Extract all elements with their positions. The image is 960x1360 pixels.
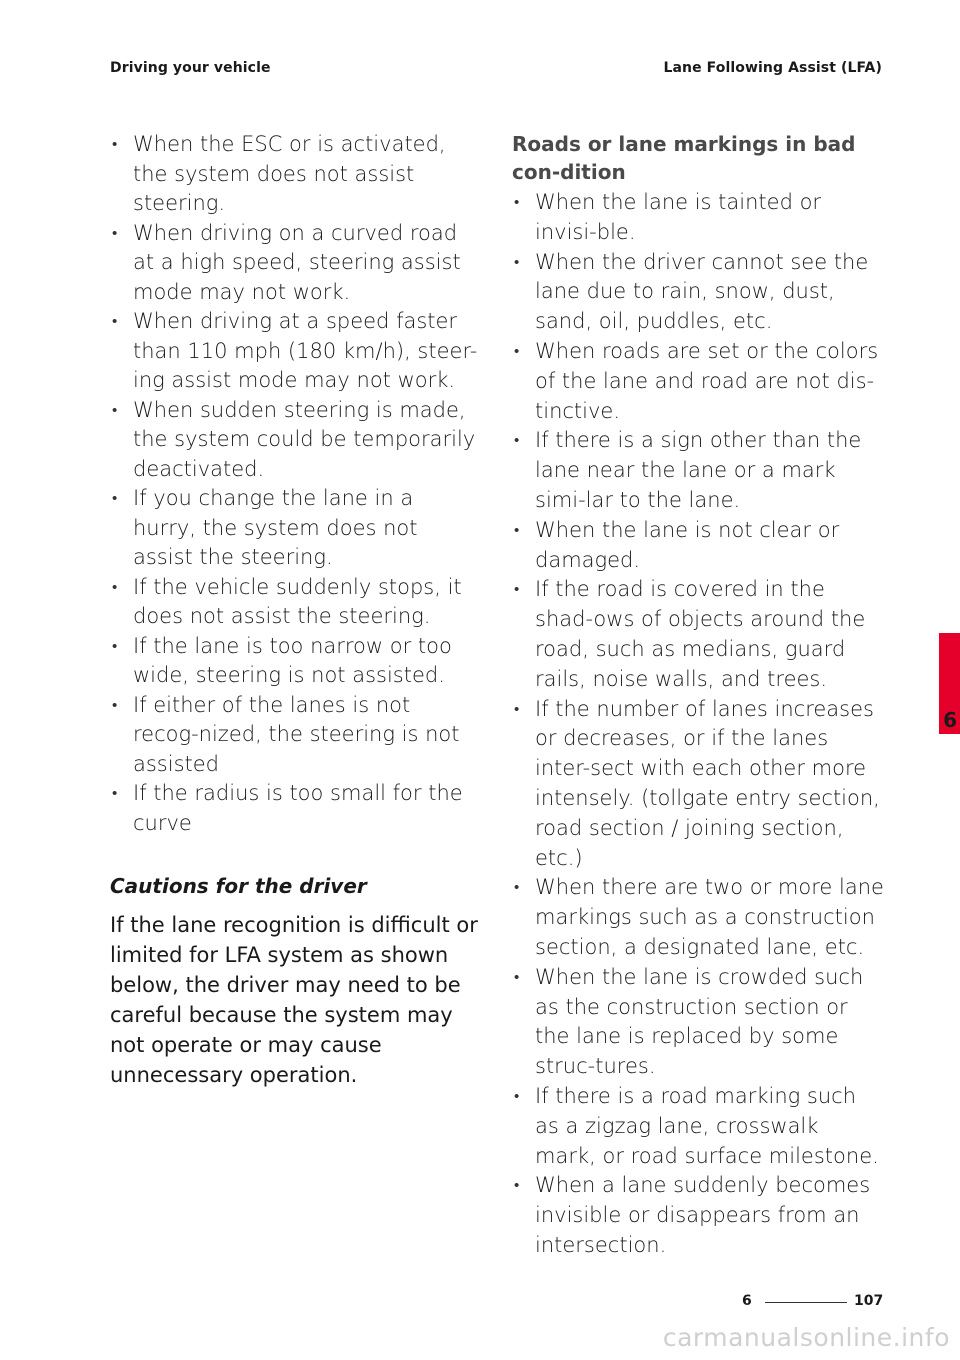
list-item: • If the road is covered in the shad-ows of objects around the road, such as medians, guard rails, noise walls, and trees. [512, 575, 884, 694]
list-item: • If the radius is too small for the curve [110, 779, 480, 838]
right-column [512, 130, 884, 1261]
watermark: carmanualsonline.info [662, 1323, 950, 1352]
footer-divider [765, 1302, 847, 1303]
list-item: • When the lane is tainted or invisi-ble. [512, 188, 884, 248]
subheading-cautions: Cautions for the driver [110, 874, 367, 898]
chapter-tab-number: 6 [943, 708, 957, 732]
running-header-section: Driving your vehicle [110, 60, 271, 76]
left-column [110, 130, 480, 1090]
list-item: • When the driver cannot see the lane due to rain, snow, dust, sand, oil, puddles, etc. [512, 248, 884, 337]
list-item: • When driving at a speed faster than 110 mph (180 km/h), steer-ing assist mode may not work. [110, 307, 480, 396]
footer-chapter-number: 6 [742, 1293, 752, 1309]
list-item: • When there are two or more lane markings such as a construction section, a designated lane, etc. [512, 873, 884, 962]
list-item: • If you change the lane in a hurry, the system does not assist the steering. [110, 484, 480, 573]
list-item: • If the number of lanes increases or decreases, or if the lanes inter-sect with each other more intensely. (tollgate entry section, road section / joining section, etc.) [512, 695, 884, 874]
list-item: • When driving on a curved road at a high speed, steering assist mode may not work. [110, 219, 480, 308]
list-item: • If the lane is too narrow or too wide, steering is not assisted. [110, 632, 480, 691]
running-header-title: Lane Following Assist (LFA) [663, 60, 882, 76]
list-item: • If the vehicle suddenly stops, it does not assist the steering. [110, 573, 480, 632]
list-item: • When the ESC or is activated, the system does not assist steering. [110, 130, 480, 219]
list-item: • If there is a road marking such as a zigzag lane, crosswalk mark, or road surface milestone. [512, 1082, 884, 1171]
list-item: • When the lane is not clear or damaged. [512, 516, 884, 576]
left-bullet-list [110, 130, 480, 838]
list-item: • When the lane is crowded such as the construction section or the lane is replaced by some struc-tures. [512, 963, 884, 1082]
list-item: • When sudden steering is made, the system could be temporarily deactivated. [110, 396, 480, 485]
list-item: • When a lane suddenly becomes invisible or disappears from an intersection. [512, 1171, 884, 1260]
list-item: • When roads are set or the colors of the lane and road are not dis-tinctive. [512, 337, 884, 426]
page-number: 107 [854, 1293, 884, 1309]
section-heading: Roads or lane markings in bad con-dition [512, 132, 856, 184]
list-item: • If there is a sign other than the lane near the lane or a mark simi-lar to the lane. [512, 426, 884, 515]
list-item: • If either of the lanes is not recog-nized, the steering is not assisted [110, 691, 480, 780]
cautions-paragraph: If the lane recognition is difficult or limited for LFA system as shown below, the driver may need to be careful because the system may not operate or may cause unnecessary operation. [110, 913, 478, 1087]
right-bullet-list [512, 188, 884, 1261]
